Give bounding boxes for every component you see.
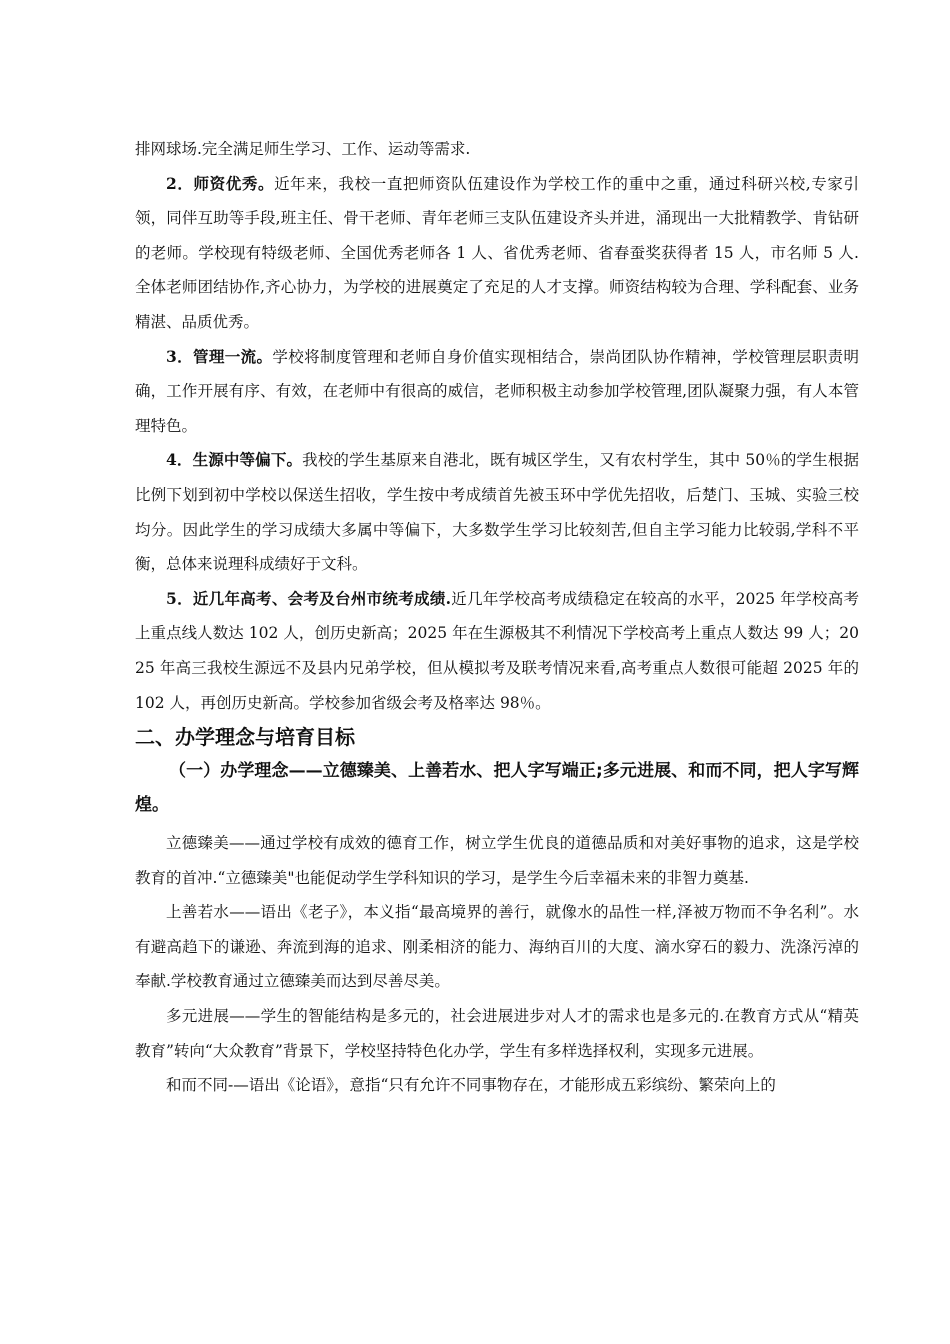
paragraph-lead: 3．管理一流。 [166, 346, 273, 366]
paragraph-facilities-tail: 排网球场.完全满足师生学习、工作、运动等需求. [135, 140, 471, 158]
paragraph-lead: 2．师资优秀。 [166, 173, 275, 193]
paragraph-text: 我校的学生基原来自港北，既有城区学生，又有农村学生，其中 50％的学生根据比例下划到初中学校以保送生招收，学生按中考成绩首先被玉环中学优先招收，后楚门、玉城、实验三校均分。因此学生的学习成绩大多属中等偏下，大多数学生学习比较刻苦,但自主学习能力比较弱,学科不平衡，总体来说理科成绩好于文科。 [135, 451, 859, 574]
paragraph-he-er-butong: 和而不同-—语出《论语》，意指“只有允许不同事物存在，才能形成五彩缤纷、繁荣向上的 [166, 1076, 776, 1095]
paragraph-lead: 5．近几年高考、会考及台州市统考成绩. [166, 588, 452, 608]
paragraph-exam-results [135, 582, 859, 720]
paragraph-management [135, 340, 859, 444]
paragraph-shangshan-ruoshui: 上善若水——语出《老子》，本义指“最高境界的善行，就像水的品性一样,泽被万物而不争名利”。水有避高趋下的谦逊、奔流到海的追求、刚柔相济的能力、海纳百川的大度、滴水穿石的毅力、洗涤污淖的奉献.学校教育通过立德臻美而达到尽善尽美。 [135, 903, 859, 991]
paragraph-lead: 4．生源中等偏下。 [166, 450, 303, 470]
paragraph-duoyuan-jinzhan: 多元进展——学生的智能结构是多元的，社会进展进步对人才的需求也是多元的.在教育方式从“精英教育”转向“大众教育”背景下，学校坚持特色化办学，学生有多样选择权利，实现多元进展。 [135, 1007, 859, 1060]
paragraph-teachers [135, 167, 859, 340]
paragraph-text: 近年来，我校一直把师资队伍建设作为学校工作的重中之重，通过科研兴校,专家引领，同伴互助等手段,班主任、骨干老师、青年老师三支队伍建设齐头并进，涌现出一大批精教学、肯钻研的老师。学校现有特级老师、全国优秀老师各 1 人、省优秀老师、省春蚕奖获得者 15 人，市名师 5 人.全体老师团结协作,齐心协力，为学校的进展奠定了充足的人才支撑。师资结构较为合理、学科配套、业务精湛、品质优秀。 [135, 174, 859, 331]
paragraph-text: 近几年学校高考成绩稳定在较高的水平，2025 年学校高考上重点线人数达 102 人，创历史新高；2025 年在生源极其不利情况下学校高考上重点人数达 99 人；2025 年高三我校生源远不及县内兄弟学校，但从模拟考及联考情况来看,高考重点人数很可能超 2025 年的 102 人，再创历史新高。学校参加省级会考及格率达 98％。 [135, 589, 859, 712]
paragraph-students [135, 443, 859, 581]
paragraph-text: 学校将制度管理和老师自身价值实现相结合，崇尚团队协作精神，学校管理层职责明确，工作开展有序、有效，在老师中有很高的威信，老师积极主动参加学校管理,团队凝聚力强，有人本管理特色。 [135, 347, 859, 435]
document-page [135, 132, 859, 1103]
subsection-heading: （一）办学理念——立德臻美、上善若水、把人字写端正;多元进展、和而不同，把人字写辉煌。 [135, 761, 859, 816]
paragraph-lide-zhenmei: 立德臻美——通过学校有成效的德育工作，树立学生优良的道德品质和对美好事物的追求，这是学校教育的首冲.“立德臻美"也能促动学生学科知识的学习，是学生今后幸福未来的非智力奠基. [135, 834, 859, 887]
section-heading: 二、办学理念与培育目标 [135, 725, 355, 750]
